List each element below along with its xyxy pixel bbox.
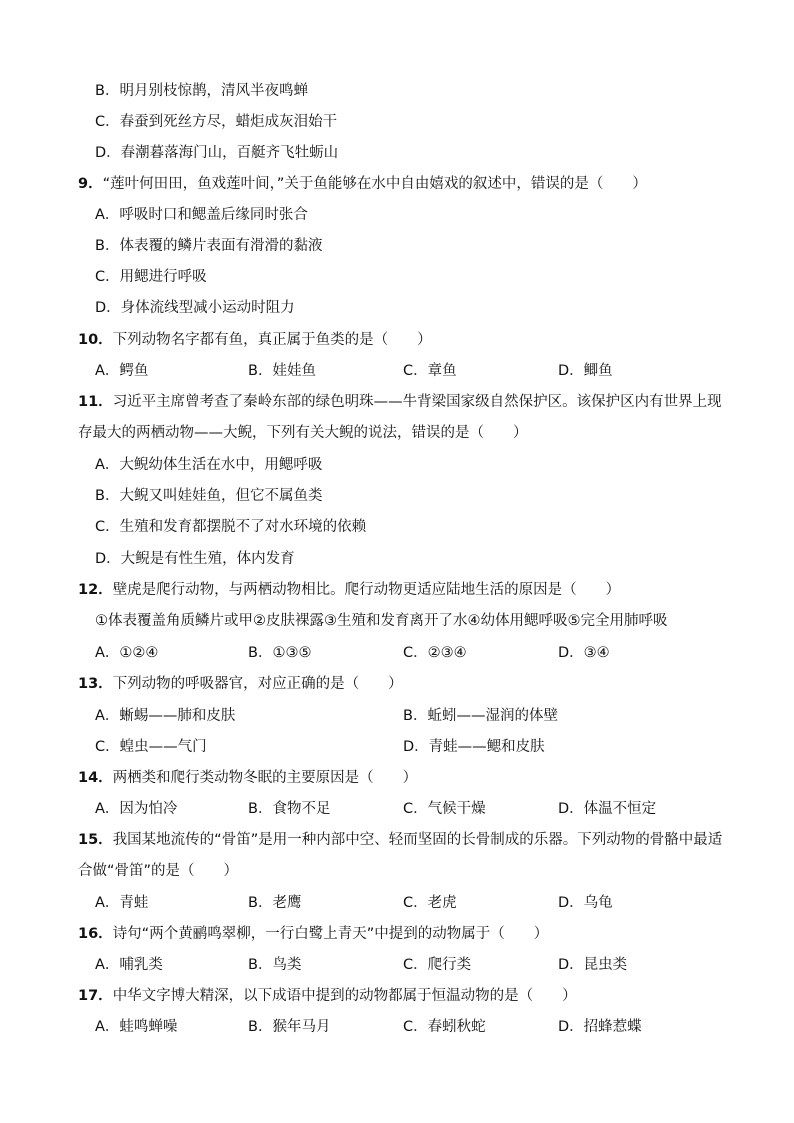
option-text: 春潮暮落海门山，百艇齐飞牡蛎山 — [120, 145, 339, 161]
q12-statements — [95, 611, 668, 631]
question-text: 壁虎是爬行动物，与两栖动物相比。爬行动物更适应陆地生活的原因是（ ） — [112, 582, 621, 598]
option-text: 鲫鱼 — [583, 363, 613, 379]
option-letter: D． — [558, 645, 584, 661]
q10-option-b — [248, 361, 316, 381]
option-text: 大鲵幼体生活在水中，用鳃呼吸 — [119, 457, 323, 473]
question-number: 16． — [78, 926, 113, 942]
q9-option-d — [95, 298, 295, 318]
option-letter: A． — [95, 457, 120, 473]
option-text: 老鹰 — [272, 895, 302, 911]
q12-option-b — [248, 643, 311, 663]
option-text: 蛙鸣蝉噪 — [119, 1019, 178, 1035]
q15-stem-line2 — [78, 861, 238, 881]
question-number: 12． — [78, 582, 113, 598]
q13-stem — [78, 674, 403, 694]
option-letter: B． — [248, 645, 273, 661]
option-letter: B． — [95, 83, 120, 99]
question-text: 习近平主席曾考查了秦岭东部的绿色明珠——牛背梁国家级自然保护区。该保护区内有世界上现 — [112, 394, 722, 410]
option-text: 明月别枝惊鹊，清风半夜鸣蝉 — [119, 83, 308, 99]
option-letter: C． — [95, 739, 120, 755]
q15-option-c — [403, 893, 457, 913]
option-text: 昆虫类 — [583, 957, 628, 973]
option-letter: A． — [95, 363, 120, 379]
question-text: 下列动物名字都有鱼，真正属于鱼类的是（ ） — [112, 332, 432, 348]
q16-option-d — [558, 955, 627, 975]
q13-option-b — [403, 706, 558, 726]
option-text: 用鳃进行呼吸 — [119, 269, 207, 285]
option-text: 蝗虫——气门 — [119, 739, 207, 755]
question-text: “莲叶何田田，鱼戏莲叶间，”关于鱼能够在水中自由嬉戏的叙述中，错误的是（ ） — [102, 176, 647, 192]
q11-option-d — [95, 549, 295, 569]
q10-option-a — [95, 361, 148, 381]
option-text: 鳄鱼 — [119, 363, 149, 379]
option-letter: D． — [95, 551, 121, 567]
q9-option-b — [95, 236, 322, 256]
option-letter: B． — [403, 708, 428, 724]
q11-option-a — [95, 455, 322, 475]
q13-option-d — [403, 737, 545, 757]
question-text: 诗句“两个黄鹂鸣翠柳，一行白鹭上青天”中提到的动物属于（ ） — [112, 926, 549, 942]
option-text: 青蛙 — [119, 895, 149, 911]
option-text: 春蚕到死丝方尽，蜡炬成灰泪始干 — [119, 114, 338, 130]
q9-option-a — [95, 205, 308, 225]
q17-option-b — [248, 1017, 330, 1037]
option-letter: B． — [248, 1019, 273, 1035]
q13-option-c — [95, 737, 207, 757]
option-text: ①③⑤ — [272, 645, 312, 661]
q10-stem — [78, 330, 432, 350]
option-letter: C． — [403, 801, 428, 817]
option-text: ①②④ — [119, 645, 159, 661]
q17-option-c — [403, 1017, 486, 1037]
option-text: 生殖和发育都摆脱不了对水环境的依赖 — [119, 519, 367, 535]
q13-option-a — [95, 706, 235, 726]
q11-option-c — [95, 517, 366, 537]
option-letter: C． — [403, 1019, 428, 1035]
q11-option-b — [95, 486, 322, 506]
option-letter: D． — [558, 957, 584, 973]
q11-stem-line2 — [78, 423, 528, 443]
q8-option-b — [95, 81, 308, 101]
question-text: 我国某地流传的“骨笛”是用一种内部中空、轻而坚固的长骨制成的乐器。下列动物的骨骼中最适 — [112, 832, 723, 848]
q10-option-c — [403, 361, 457, 381]
option-text: 哺乳类 — [119, 957, 163, 973]
option-letter: D． — [558, 895, 584, 911]
option-letter: B． — [95, 488, 120, 504]
q14-option-a — [95, 799, 177, 819]
option-text: 鸟类 — [272, 957, 302, 973]
q16-stem — [78, 924, 548, 944]
option-letter: A． — [95, 207, 120, 223]
option-letter: B． — [248, 363, 273, 379]
q12-option-c — [403, 643, 467, 663]
option-letter: B． — [248, 957, 273, 973]
option-text: 猴年马月 — [272, 1019, 331, 1035]
option-letter: C． — [95, 114, 120, 130]
option-text: 体表覆的鳞片表面有滑滑的黏液 — [119, 238, 323, 254]
option-text: 老虎 — [427, 895, 457, 911]
question-number: 15． — [78, 832, 113, 848]
question-number: 11． — [78, 394, 113, 410]
option-letter: C． — [95, 519, 120, 535]
option-letter: C． — [403, 895, 428, 911]
option-letter: A． — [95, 645, 120, 661]
option-letter: D． — [95, 145, 121, 161]
option-text: 招蜂惹蝶 — [583, 1019, 642, 1035]
question-text: 合做“骨笛”的是（ ） — [78, 863, 239, 879]
question-number: 9． — [78, 176, 103, 192]
option-letter: D． — [558, 1019, 584, 1035]
option-text: 因为怕冷 — [119, 801, 178, 817]
option-text: 乌龟 — [583, 895, 613, 911]
option-letter: C． — [403, 363, 428, 379]
option-text: 章鱼 — [427, 363, 457, 379]
question-number: 13． — [78, 676, 113, 692]
q16-option-a — [95, 955, 163, 975]
option-text: 气候干燥 — [427, 801, 486, 817]
option-text: 春蚓秋蛇 — [427, 1019, 486, 1035]
question-text: 下列动物的呼吸器官，对应正确的是（ ） — [112, 676, 403, 692]
q17-stem — [78, 986, 577, 1006]
option-letter: A． — [95, 708, 120, 724]
q14-option-b — [248, 799, 330, 819]
q15-stem-line1 — [78, 830, 722, 850]
q14-option-d — [558, 799, 656, 819]
q17-option-a — [95, 1017, 177, 1037]
question-number: 17． — [78, 988, 113, 1004]
q12-stem — [78, 580, 620, 600]
option-letter: D． — [95, 300, 121, 316]
option-text: 呼吸时口和鳃盖后缘同时张合 — [119, 207, 308, 223]
option-letter: D． — [403, 739, 429, 755]
q12-option-d — [558, 643, 610, 663]
q11-stem-line1 — [78, 392, 722, 412]
option-letter: C． — [403, 645, 428, 661]
q14-option-c — [403, 799, 486, 819]
option-letter: B． — [95, 238, 120, 254]
option-text: 体温不恒定 — [583, 801, 657, 817]
option-text: 食物不足 — [272, 801, 331, 817]
q10-option-d — [558, 361, 613, 381]
option-text: ②③④ — [427, 645, 467, 661]
q14-stem — [78, 768, 417, 788]
option-text: 大鲵又叫娃娃鱼，但它不属鱼类 — [119, 488, 323, 504]
option-text: 大鲵是有性生殖，体内发育 — [120, 551, 295, 567]
option-letter: B． — [248, 801, 273, 817]
q12-option-a — [95, 643, 158, 663]
q15-option-b — [248, 893, 301, 913]
option-text: 娃娃鱼 — [272, 363, 316, 379]
q9-stem — [78, 174, 647, 194]
statement-list: ①体表覆盖角质鳞片或甲②皮肤裸露③生殖和发育离开了水④幼体用鳃呼吸⑤完全用肺呼吸 — [95, 613, 668, 629]
question-text: 两栖类和爬行类动物冬眠的主要原因是（ ） — [112, 770, 418, 786]
option-letter: A． — [95, 801, 120, 817]
option-text: 爬行类 — [427, 957, 472, 973]
q15-option-d — [558, 893, 613, 913]
q9-option-c — [95, 267, 207, 287]
option-letter: D． — [558, 801, 584, 817]
question-text: 存最大的两栖动物——大鲵，下列有关大鲵的说法，错误的是（ ） — [78, 425, 528, 441]
option-letter: C． — [95, 269, 120, 285]
question-number: 14． — [78, 770, 113, 786]
q16-option-c — [403, 955, 471, 975]
option-letter: A． — [95, 1019, 120, 1035]
q16-option-b — [248, 955, 301, 975]
q15-option-a — [95, 893, 148, 913]
option-text: ③④ — [583, 645, 610, 661]
option-letter: B． — [248, 895, 273, 911]
option-letter: A． — [95, 957, 120, 973]
q8-option-d — [95, 143, 338, 163]
option-letter: A． — [95, 895, 120, 911]
option-letter: D． — [558, 363, 584, 379]
option-letter: C． — [403, 957, 428, 973]
option-text: 青蛙——鳃和皮肤 — [428, 739, 545, 755]
question-number: 10． — [78, 332, 113, 348]
q17-option-d — [558, 1017, 642, 1037]
question-text: 中华文字博大精深，以下成语中提到的动物都属于恒温动物的是（ ） — [112, 988, 577, 1004]
option-text: 蚯蚓——湿润的体壁 — [427, 708, 558, 724]
q8-option-c — [95, 112, 337, 132]
option-text: 身体流线型减小运动时阻力 — [120, 300, 295, 316]
option-text: 蜥蜴——肺和皮肤 — [119, 708, 236, 724]
